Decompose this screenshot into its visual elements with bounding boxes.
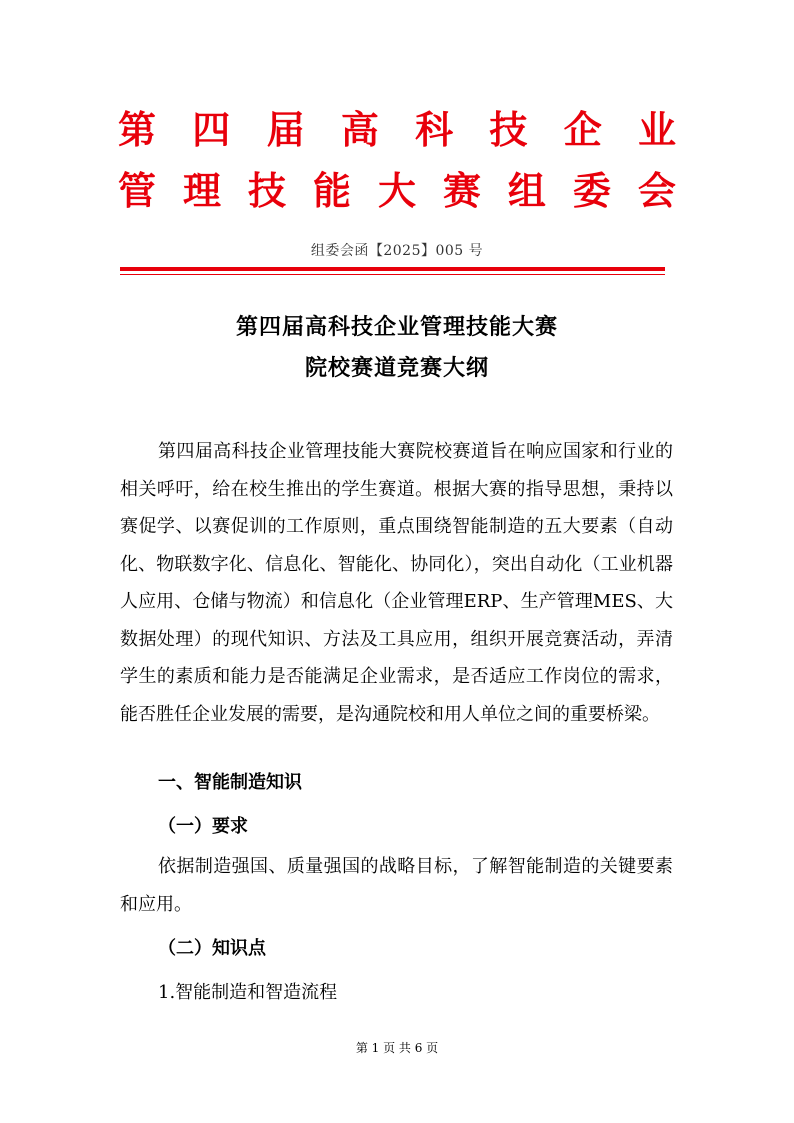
header-char: 组: [507, 168, 546, 213]
header-title-line-1: [118, 107, 676, 153]
header-char: 委: [572, 168, 611, 213]
header-char: 高: [340, 107, 379, 152]
header-char: 理: [182, 168, 221, 213]
page-number-footer: 第 1 页 共 6 页: [355, 1041, 439, 1055]
subsection-heading-requirements: （一）要求: [158, 816, 248, 837]
header-char: 科: [415, 107, 454, 152]
header-divider-thin: [120, 274, 665, 275]
header-char: 管: [118, 168, 157, 213]
header-char: 技: [489, 107, 528, 152]
document-title-line-1: 第四届高科技企业管理技能大赛: [235, 314, 558, 340]
header-char: 大: [377, 168, 416, 213]
header-char: 第: [118, 107, 157, 152]
header-title-line-2: [118, 168, 676, 214]
subsection-heading-knowledge-points: （二）知识点: [158, 938, 266, 959]
header-char: 会: [637, 168, 676, 213]
header-char: 四: [192, 107, 231, 152]
header-divider-thick: [120, 267, 665, 271]
knowledge-item: 1.智能制造和智造流程: [158, 982, 338, 1003]
header-char: 赛: [442, 168, 481, 213]
document-title-line-2: 院校赛道竞赛大纲: [304, 355, 489, 381]
header-char: 能: [312, 168, 351, 213]
document-number: 组委会函【2025】005 号: [310, 243, 484, 259]
section-heading: 一、智能制造知识: [158, 772, 302, 793]
header-char: 企: [563, 107, 602, 152]
intro-paragraph: 第四届高科技企业管理技能大赛院校赛道旨在响应国家和行业的相关呼吁，给在校生推出的学生赛道。根据大赛的指导思想，秉持以赛促学、以赛促训的工作原则，重点围绕智能制造的五大要素（自动化、物联数字化、信息化、智能化、协同化），突出自动化（工业机器人应用、仓储与物流）和信息化（企业管理ERP、生产管理MES、大数据处理）的现代知识、方法及工具应用，组织开展竞赛活动，弄清学生的素质和能力是否能满足企业需求，是否适应工作岗位的需求，能否胜任企业发展的需要，是沟通院校和用人单位之间的重要桥梁。: [120, 441, 673, 725]
requirement-paragraph: 依据制造强国、质量强国的战略目标，了解智能制造的关键要素和应用。: [120, 856, 673, 915]
header-char: 技: [247, 168, 286, 213]
header-char: 届: [266, 107, 305, 152]
header-char: 业: [637, 107, 676, 152]
